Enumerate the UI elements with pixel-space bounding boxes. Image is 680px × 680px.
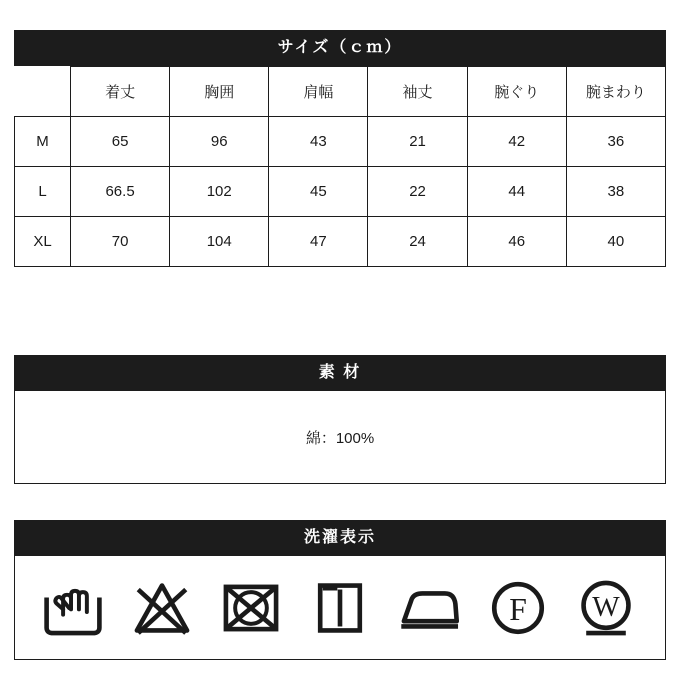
table-row xyxy=(15,217,666,267)
cell-l-sodetake: 22 xyxy=(368,167,467,217)
material-section xyxy=(14,355,666,484)
material-text: 綿：100% xyxy=(305,429,375,447)
cell-m-kitake: 65 xyxy=(71,117,170,167)
size-table-body xyxy=(15,117,666,267)
cell-l-kyoui: 102 xyxy=(170,167,269,217)
column-header-udemawari: 腕まわり xyxy=(566,67,665,117)
cell-l-katahaba: 45 xyxy=(269,167,368,217)
column-header-kitake: 着丈 xyxy=(71,67,170,117)
wash-icon-row xyxy=(14,556,666,660)
cell-m-sodetake: 21 xyxy=(368,117,467,167)
size-table xyxy=(14,66,666,267)
cell-m-udemawari: 36 xyxy=(566,117,665,167)
material-section-body xyxy=(14,391,666,484)
hand-wash-icon xyxy=(40,575,106,641)
size-section xyxy=(14,30,666,267)
iron-icon xyxy=(396,575,462,641)
cell-xl-kitake: 70 xyxy=(71,217,170,267)
cell-l-udeguri: 44 xyxy=(467,167,566,217)
row-label-xl: XL xyxy=(15,217,71,267)
cell-m-katahaba: 43 xyxy=(269,117,368,167)
no-bleach-icon xyxy=(129,575,195,641)
size-table-head xyxy=(15,67,666,117)
column-header-katahaba: 肩幅 xyxy=(269,67,368,117)
wet-clean-w-icon xyxy=(573,575,639,641)
column-header-kyoui: 胸囲 xyxy=(170,67,269,117)
table-row xyxy=(15,117,666,167)
table-header-row xyxy=(15,67,666,117)
table-corner-cell xyxy=(15,67,71,117)
size-section-title: サイズ（ｃｍ） xyxy=(14,30,666,66)
wash-section-title: 洗濯表示 xyxy=(14,520,666,556)
cell-m-kyoui: 96 xyxy=(170,117,269,167)
no-tumble-dry-icon xyxy=(218,575,284,641)
column-header-udeguri: 腕ぐり xyxy=(467,67,566,117)
cell-l-kitake: 66.5 xyxy=(71,167,170,217)
cell-m-udeguri: 42 xyxy=(467,117,566,167)
cell-xl-udemawari: 40 xyxy=(566,217,665,267)
material-section-title: 素 材 xyxy=(14,355,666,391)
svg-text:W: W xyxy=(592,590,621,623)
wash-section xyxy=(14,520,666,660)
row-label-l: L xyxy=(15,167,71,217)
svg-text:F: F xyxy=(508,591,527,627)
column-header-sodetake: 袖丈 xyxy=(368,67,467,117)
cell-xl-kyoui: 104 xyxy=(170,217,269,267)
cell-xl-sodetake: 24 xyxy=(368,217,467,267)
cell-xl-katahaba: 47 xyxy=(269,217,368,267)
cell-l-udemawari: 38 xyxy=(566,167,665,217)
cell-xl-udeguri: 46 xyxy=(467,217,566,267)
dry-clean-f-icon xyxy=(485,575,551,641)
row-label-m: M xyxy=(15,117,71,167)
line-dry-icon xyxy=(307,575,373,641)
table-row xyxy=(15,167,666,217)
